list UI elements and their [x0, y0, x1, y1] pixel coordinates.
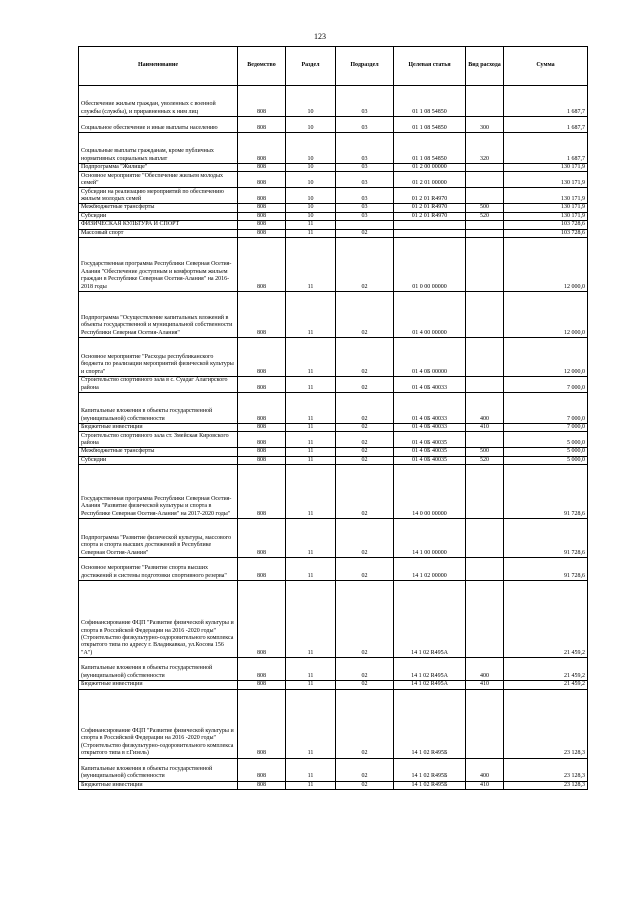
cell-subsection: 02: [336, 424, 394, 432]
cell-sum: 1 687,7: [504, 133, 588, 164]
table-row: [79, 432, 588, 448]
cell-expense: 500: [466, 204, 504, 212]
cell-sum: 23 128,3: [504, 689, 588, 758]
cell-name: Строительство спортивного зала ст. Змейская Кировского района: [79, 432, 238, 448]
table-row: [79, 424, 588, 432]
cell-dept: 808: [238, 221, 286, 229]
column-header-expense: Вид расхода: [466, 47, 504, 86]
cell-expense: 400: [466, 393, 504, 424]
cell-sum: 23 128,3: [504, 781, 588, 789]
cell-expense: [466, 581, 504, 658]
cell-name: Субсидии: [79, 456, 238, 464]
cell-sum: 12 000,0: [504, 292, 588, 338]
table-row: [79, 558, 588, 581]
cell-section: 11: [286, 292, 336, 338]
cell-expense: [466, 292, 504, 338]
cell-section: 11: [286, 781, 336, 789]
cell-name: Бюджетные инвестиции: [79, 681, 238, 689]
cell-sum: 130 171,9: [504, 188, 588, 204]
cell-dept: 808: [238, 212, 286, 220]
table-header-row: [79, 47, 588, 86]
cell-name: Софинансирование ФЦП "Развитие физической культуры и спорта в Российской Федерации на 2016 -2020 годы" (Строительство физкультурно-оздоровительного комплекса открытого типа по адресу г. Владикавказ, ул.Косова 156 "А"): [79, 581, 238, 658]
column-header-dept: Ведомство: [238, 47, 286, 86]
cell-section: 11: [286, 338, 336, 377]
cell-subsection: 02: [336, 658, 394, 681]
cell-name: Социальное обеспечение и иные выплаты населению: [79, 117, 238, 133]
table-row: [79, 221, 588, 229]
cell-expense: [466, 377, 504, 393]
cell-name: Основное мероприятие "Развитие спорта высших достижений и системы подготовки спортивного резерва": [79, 558, 238, 581]
cell-sum: 130 171,9: [504, 164, 588, 172]
cell-subsection: 03: [336, 164, 394, 172]
cell-section: 11: [286, 558, 336, 581]
table-row: [79, 238, 588, 292]
table-row: [79, 448, 588, 456]
cell-subsection: 03: [336, 212, 394, 220]
cell-name: Подпрограмма "Осуществление капитальных вложений в объекты государственной и муниципальной собственности Республики Северная Осетия-Алания": [79, 292, 238, 338]
cell-subsection: 03: [336, 117, 394, 133]
cell-subsection: 02: [336, 465, 394, 519]
cell-subsection: 02: [336, 689, 394, 758]
cell-expense: 500: [466, 448, 504, 456]
cell-dept: 808: [238, 188, 286, 204]
cell-name: Государственная программа Республики Северная Осетия-Алания "Обеспечение доступным и комфортным жильем граждан в Республике Северная Осетия-Алания" на 2016-2018 годы: [79, 238, 238, 292]
cell-sum: 21 459,2: [504, 658, 588, 681]
cell-expense: [466, 238, 504, 292]
cell-section: 11: [286, 393, 336, 424]
table-row: [79, 781, 588, 789]
cell-section: 11: [286, 377, 336, 393]
cell-sum: 103 728,6: [504, 229, 588, 237]
cell-section: 11: [286, 229, 336, 237]
cell-section: 11: [286, 448, 336, 456]
cell-target: 01 2 01 R4970: [394, 204, 466, 212]
cell-dept: 808: [238, 781, 286, 789]
table-row: [79, 519, 588, 558]
cell-expense: [466, 558, 504, 581]
cell-target: 01 2 01 R4970: [394, 212, 466, 220]
table-row: [79, 164, 588, 172]
table-row: [79, 658, 588, 681]
cell-subsection: 02: [336, 456, 394, 464]
cell-section: 11: [286, 658, 336, 681]
cell-expense: 410: [466, 781, 504, 789]
cell-dept: 808: [238, 393, 286, 424]
cell-section: 11: [286, 519, 336, 558]
cell-target: [394, 229, 466, 237]
cell-sum: 5 000,0: [504, 456, 588, 464]
cell-dept: 808: [238, 229, 286, 237]
cell-dept: 808: [238, 681, 286, 689]
cell-name: Строительство спортивного зала в с. Суадаг Алагирского района: [79, 377, 238, 393]
cell-dept: 808: [238, 456, 286, 464]
cell-target: 14 1 02 R495А: [394, 681, 466, 689]
cell-dept: 808: [238, 238, 286, 292]
cell-expense: 410: [466, 681, 504, 689]
cell-section: 11: [286, 456, 336, 464]
cell-name: Субсидии: [79, 212, 238, 220]
cell-dept: 808: [238, 448, 286, 456]
cell-subsection: 02: [336, 781, 394, 789]
cell-section: 10: [286, 164, 336, 172]
cell-sum: 1 687,7: [504, 86, 588, 117]
cell-section: 11: [286, 681, 336, 689]
cell-section: 10: [286, 133, 336, 164]
cell-name: Межбюджетные трансферты: [79, 204, 238, 212]
cell-subsection: 03: [336, 86, 394, 117]
cell-expense: [466, 188, 504, 204]
cell-target: 01 4 0Б 00000: [394, 338, 466, 377]
cell-target: 01 4 0Б 40033: [394, 393, 466, 424]
column-header-section: Раздел: [286, 47, 336, 86]
cell-target: [394, 221, 466, 229]
cell-section: 10: [286, 188, 336, 204]
cell-sum: 5 000,0: [504, 432, 588, 448]
cell-section: 11: [286, 238, 336, 292]
table-row: [79, 338, 588, 377]
cell-target: 14 1 02 00000: [394, 558, 466, 581]
cell-target: 01 4 0Б 40035: [394, 456, 466, 464]
cell-target: 14 1 00 00000: [394, 519, 466, 558]
cell-sum: 12 000,0: [504, 238, 588, 292]
page-number: 123: [314, 32, 326, 41]
cell-target: 01 0 00 00000: [394, 238, 466, 292]
cell-expense: [466, 164, 504, 172]
cell-sum: 21 459,2: [504, 581, 588, 658]
cell-subsection: 02: [336, 558, 394, 581]
cell-name: Подпрограмма "Жилище": [79, 164, 238, 172]
cell-section: 10: [286, 117, 336, 133]
cell-name: Социальные выплаты гражданам, кроме публичных нормативных социальных выплат: [79, 133, 238, 164]
cell-target: 01 4 00 00000: [394, 292, 466, 338]
table-row: [79, 758, 588, 781]
table-row: [79, 681, 588, 689]
table-row: [79, 204, 588, 212]
cell-subsection: 03: [336, 188, 394, 204]
cell-expense: [466, 221, 504, 229]
table-row: [79, 465, 588, 519]
cell-target: 01 4 0Б 40035: [394, 448, 466, 456]
cell-subsection: 02: [336, 519, 394, 558]
cell-expense: 520: [466, 456, 504, 464]
table-row: [79, 393, 588, 424]
cell-expense: [466, 689, 504, 758]
cell-sum: 5 000,0: [504, 448, 588, 456]
cell-target: 01 1 08 54850: [394, 86, 466, 117]
cell-dept: 808: [238, 424, 286, 432]
cell-target: 01 4 0Б 40033: [394, 377, 466, 393]
cell-target: 14 1 02 R495А: [394, 658, 466, 681]
cell-dept: 808: [238, 581, 286, 658]
cell-name: Капитальные вложения в объекты государственной (муниципальной) собственности: [79, 393, 238, 424]
cell-subsection: 03: [336, 133, 394, 164]
cell-target: 01 4 0Б 40033: [394, 424, 466, 432]
cell-section: 11: [286, 432, 336, 448]
table-row: [79, 86, 588, 117]
cell-name: Бюджетные инвестиции: [79, 781, 238, 789]
table-row: [79, 133, 588, 164]
cell-target: 01 4 0Б 40035: [394, 432, 466, 448]
cell-name: Подпрограмма "Развитие физической культуры, массового спорта и спорта высших достижений в Республике Северная Осетия-Алания": [79, 519, 238, 558]
table-row: [79, 456, 588, 464]
cell-dept: 808: [238, 689, 286, 758]
cell-dept: 808: [238, 164, 286, 172]
cell-dept: 808: [238, 558, 286, 581]
table-row: [79, 292, 588, 338]
table-row: [79, 581, 588, 658]
cell-subsection: 02: [336, 758, 394, 781]
cell-expense: 400: [466, 758, 504, 781]
cell-subsection: 02: [336, 229, 394, 237]
cell-subsection: 02: [336, 292, 394, 338]
cell-section: 11: [286, 424, 336, 432]
cell-subsection: 02: [336, 238, 394, 292]
cell-dept: 808: [238, 377, 286, 393]
cell-sum: 91 728,6: [504, 465, 588, 519]
cell-subsection: [336, 221, 394, 229]
cell-expense: [466, 432, 504, 448]
cell-expense: [466, 172, 504, 188]
cell-target: 01 1 08 54850: [394, 117, 466, 133]
cell-section: 11: [286, 465, 336, 519]
cell-dept: 808: [238, 133, 286, 164]
cell-target: 01 1 08 54850: [394, 133, 466, 164]
cell-name: Основное мероприятие "Расходы республиканского бюджета по реализации мероприятий физической культуры и спорта": [79, 338, 238, 377]
cell-expense: [466, 86, 504, 117]
cell-section: 10: [286, 86, 336, 117]
cell-target: 14 1 02 R495Б: [394, 758, 466, 781]
table-row: [79, 188, 588, 204]
cell-expense: 300: [466, 117, 504, 133]
cell-sum: 7 000,0: [504, 377, 588, 393]
cell-name: Обеспечение жильем граждан, уволенных с военной службы (службы), и приравненных к ним лиц: [79, 86, 238, 117]
cell-section: 10: [286, 204, 336, 212]
table-row: [79, 212, 588, 220]
cell-name: Бюджетные инвестиции: [79, 424, 238, 432]
cell-sum: 23 128,3: [504, 758, 588, 781]
table-row: [79, 229, 588, 237]
column-header-sum: Сумма: [504, 47, 588, 86]
cell-section: 10: [286, 212, 336, 220]
cell-sum: 12 000,0: [504, 338, 588, 377]
cell-dept: 808: [238, 117, 286, 133]
cell-dept: 808: [238, 86, 286, 117]
column-header-target: Целевая статья: [394, 47, 466, 86]
cell-dept: 808: [238, 758, 286, 781]
cell-target: 01 2 01 00000: [394, 172, 466, 188]
cell-name: Межбюджетные трансферты: [79, 448, 238, 456]
cell-sum: 130 171,9: [504, 204, 588, 212]
cell-subsection: 02: [336, 338, 394, 377]
table-row: [79, 377, 588, 393]
cell-section: 11: [286, 758, 336, 781]
cell-subsection: 03: [336, 204, 394, 212]
cell-expense: [466, 519, 504, 558]
cell-name: Субсидии на реализацию мероприятий по обеспечению жильем молодых семей: [79, 188, 238, 204]
cell-name: Массовый спорт: [79, 229, 238, 237]
cell-section: 11: [286, 689, 336, 758]
cell-subsection: 02: [336, 393, 394, 424]
cell-target: 14 1 02 R495А: [394, 581, 466, 658]
table-row: [79, 117, 588, 133]
cell-sum: 130 171,9: [504, 172, 588, 188]
cell-name: Софинансирование ФЦП "Развитие физической культуры и спорта в Российской Федерации на 2016 -2020 годы" (Строительство физкультурно-оздоровительного комплекса открытого типа в г.Гизель): [79, 689, 238, 758]
cell-dept: 808: [238, 292, 286, 338]
cell-sum: 130 171,9: [504, 212, 588, 220]
cell-target: 01 2 01 R4970: [394, 188, 466, 204]
cell-expense: [466, 465, 504, 519]
cell-target: 14 0 00 00000: [394, 465, 466, 519]
table-body: [79, 86, 588, 790]
cell-name: Основное мероприятие "Обеспечение жильем молодых семей": [79, 172, 238, 188]
cell-expense: 520: [466, 212, 504, 220]
column-header-name: Наименование: [79, 47, 238, 86]
cell-section: 11: [286, 221, 336, 229]
cell-subsection: 02: [336, 432, 394, 448]
budget-table: [78, 46, 588, 790]
cell-sum: 21 459,2: [504, 681, 588, 689]
cell-expense: 410: [466, 424, 504, 432]
column-header-subsection: Подраздел: [336, 47, 394, 86]
cell-name: Капитальные вложения в объекты государственной (муниципальной) собственности: [79, 758, 238, 781]
cell-sum: 1 687,7: [504, 117, 588, 133]
cell-dept: 808: [238, 658, 286, 681]
cell-subsection: 02: [336, 581, 394, 658]
cell-expense: 320: [466, 133, 504, 164]
table-row: [79, 172, 588, 188]
cell-dept: 808: [238, 338, 286, 377]
cell-name: Государственная программа Республики Северная Осетия-Алания "Развитие физической культуры и спорта в Республике Северная Осетия-Алания" на 2017-2020 годы": [79, 465, 238, 519]
cell-expense: [466, 338, 504, 377]
cell-sum: 91 728,6: [504, 519, 588, 558]
cell-subsection: 02: [336, 377, 394, 393]
cell-sum: 91 728,6: [504, 558, 588, 581]
cell-dept: 808: [238, 432, 286, 448]
cell-sum: 103 728,6: [504, 221, 588, 229]
cell-sum: 7 000,0: [504, 393, 588, 424]
cell-target: 14 1 02 R495Б: [394, 781, 466, 789]
cell-expense: [466, 229, 504, 237]
cell-section: 11: [286, 581, 336, 658]
table-row: [79, 689, 588, 758]
cell-sum: 7 000,0: [504, 424, 588, 432]
cell-dept: 808: [238, 465, 286, 519]
cell-dept: 808: [238, 204, 286, 212]
cell-name: ФИЗИЧЕСКАЯ КУЛЬТУРА И СПОРТ: [79, 221, 238, 229]
cell-target: 14 1 02 R495Б: [394, 689, 466, 758]
cell-name: Капитальные вложения в объекты государственной (муниципальной) собственности: [79, 658, 238, 681]
cell-expense: 400: [466, 658, 504, 681]
cell-section: 10: [286, 172, 336, 188]
cell-subsection: 02: [336, 681, 394, 689]
cell-dept: 808: [238, 519, 286, 558]
cell-subsection: 03: [336, 172, 394, 188]
cell-dept: 808: [238, 172, 286, 188]
cell-target: 01 2 00 00000: [394, 164, 466, 172]
cell-subsection: 02: [336, 448, 394, 456]
